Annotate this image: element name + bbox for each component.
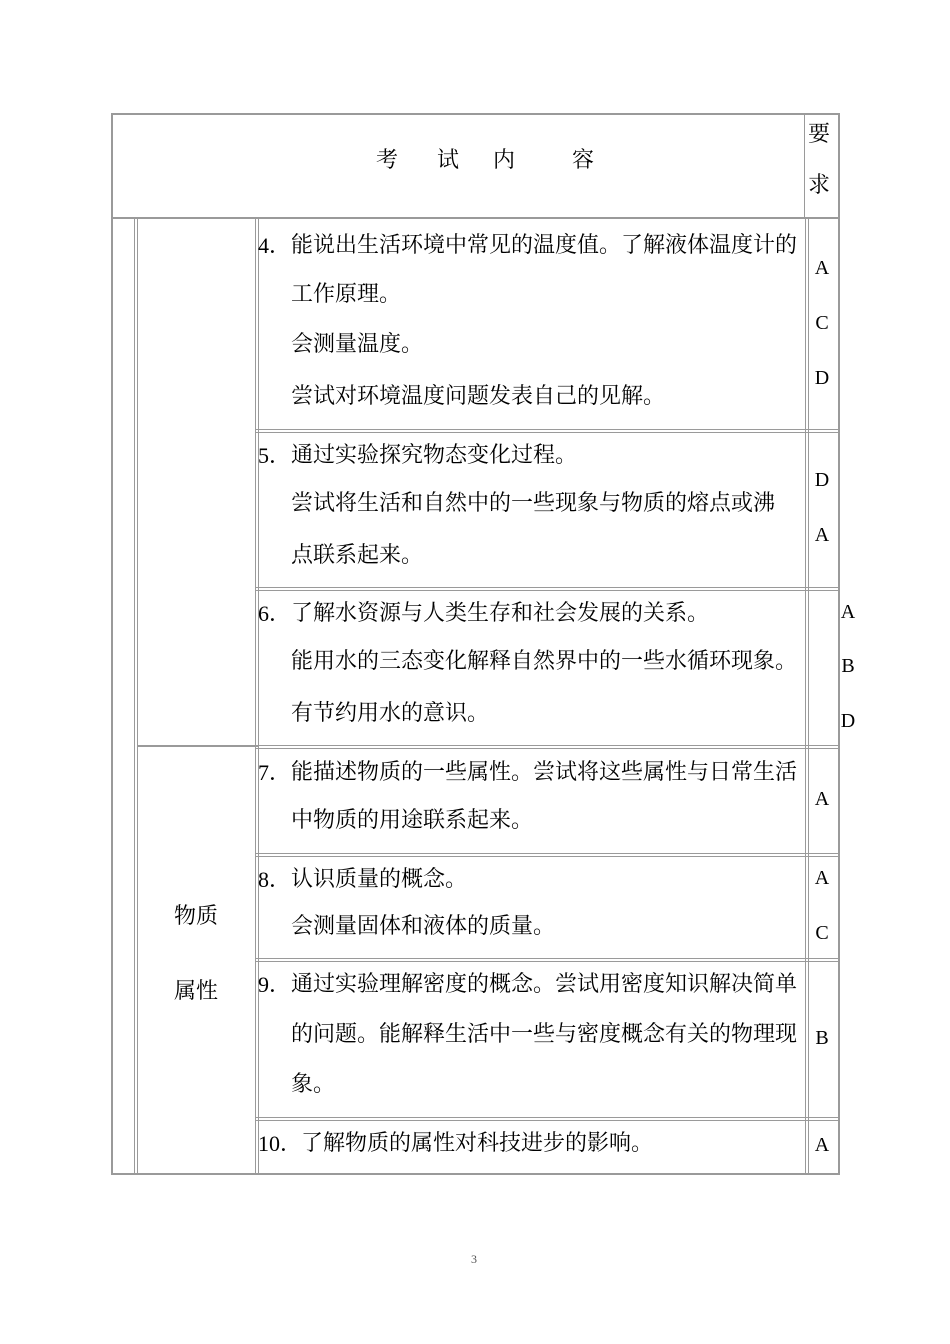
item-line: 尝试对环境温度问题发表自己的见解。 — [291, 384, 666, 409]
header-content-char-3: 内 — [493, 148, 516, 173]
item-line: 通过实验理解密度的概念。尝试用密度知识解决简单 — [291, 972, 798, 997]
requirement-level: B — [841, 655, 855, 677]
item-line: 认识质量的概念。 — [291, 867, 468, 892]
header-content-char-1: 考 — [376, 148, 399, 173]
requirement-level: B — [815, 1027, 829, 1049]
requirement-level: A — [814, 788, 830, 810]
requirement-level: A — [814, 867, 830, 889]
item-line: 尝试将生活和自然中的一些现象与物质的熔点或沸 — [291, 491, 776, 516]
category-label-line2: 属性 — [174, 979, 219, 1004]
category-label-line1: 物质 — [174, 904, 219, 929]
item-number: 8． — [258, 867, 292, 892]
item-number: 10． — [258, 1131, 303, 1156]
requirement-level: A — [814, 1134, 830, 1156]
header-content-char-2: 试 — [437, 148, 460, 173]
header-requirement-char-1: 要 — [808, 122, 831, 147]
item-line: 点联系起来。 — [291, 543, 424, 568]
requirement-level: D — [814, 367, 830, 389]
item-line: 了解物质的属性对科技进步的影响。 — [301, 1131, 654, 1156]
item-number: 6． — [258, 601, 292, 626]
item-number: 7． — [258, 760, 292, 785]
item-line: 能说出生活环境中常见的温度值。了解液体温度计的 — [291, 233, 798, 258]
item-number: 9． — [258, 972, 292, 997]
requirement-level: C — [815, 922, 829, 944]
requirement-level: A — [814, 257, 830, 279]
item-line: 了解水资源与人类生存和社会发展的关系。 — [291, 601, 710, 626]
item-line: 中物质的用途联系起来。 — [291, 808, 534, 833]
requirement-level: A — [814, 524, 830, 546]
header-requirement-char-2: 求 — [808, 173, 831, 198]
item-line: 工作原理。 — [291, 282, 402, 307]
item-number: 4． — [258, 233, 292, 258]
item-line: 的问题。能解释生活中一些与密度概念有关的物理现 — [291, 1022, 798, 1047]
page-number: 3 — [471, 1252, 477, 1266]
item-line: 能用水的三态变化解释自然界中的一些水循环现象。 — [291, 649, 798, 674]
item-number: 5． — [258, 443, 292, 468]
header-content-char-4: 容 — [572, 148, 595, 173]
requirement-level: C — [815, 312, 829, 334]
item-line: 象。 — [291, 1072, 336, 1097]
item-line: 会测量温度。 — [291, 332, 424, 357]
item-line: 能描述物质的一些属性。尝试将这些属性与日常生活 — [291, 760, 798, 785]
item-line: 有节约用水的意识。 — [291, 701, 490, 726]
requirement-level: D — [840, 710, 856, 732]
item-line: 通过实验探究物态变化过程。 — [291, 443, 578, 468]
requirement-level: A — [840, 601, 856, 623]
requirement-level: D — [814, 469, 830, 491]
item-line: 会测量固体和液体的质量。 — [291, 914, 556, 939]
